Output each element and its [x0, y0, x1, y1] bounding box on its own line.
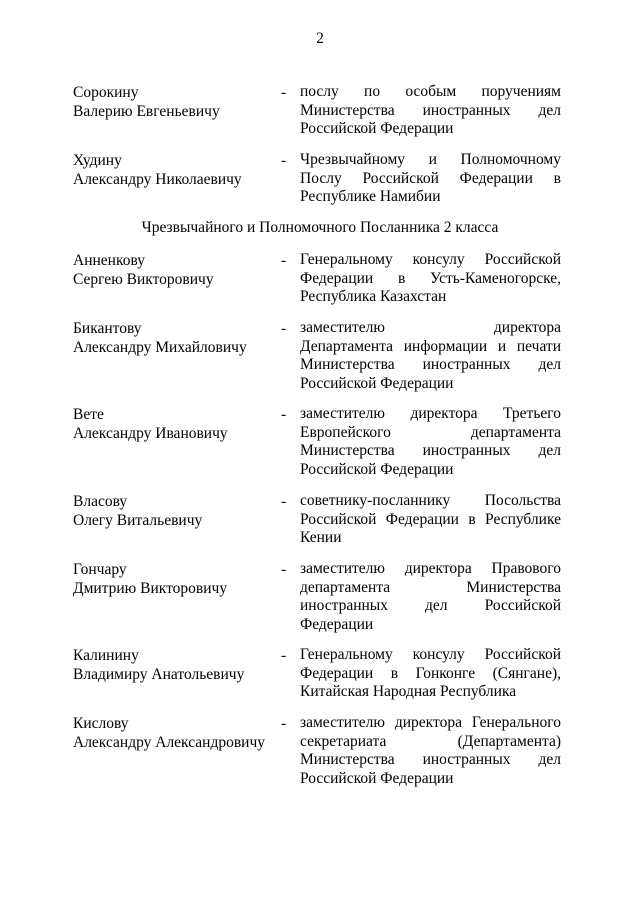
page-number: 2 — [316, 30, 324, 47]
person-name — [73, 560, 283, 598]
entry-dash: - — [281, 561, 287, 578]
person-surname: Вете — [73, 406, 104, 423]
position-line: Российской Федерации — [300, 120, 454, 137]
position-line: Российской Федерации — [300, 460, 454, 478]
position-line: Российской Федерации — [300, 769, 454, 787]
position-line: Европейского департамента — [300, 423, 561, 441]
person-given-name: Владимиру Анатольевичу — [73, 666, 245, 683]
person-position — [300, 83, 561, 139]
entry-dash: - — [281, 84, 287, 101]
person-name — [73, 83, 283, 121]
person-surname: Сорокину — [73, 84, 139, 101]
person-given-name: Александру Михайловичу — [73, 339, 247, 356]
position-line: советнику-посланнику Посольства — [300, 492, 561, 509]
position-line: Федерации в Усть-Каменогорске, — [300, 269, 561, 287]
person-given-name: Дмитрию Викторовичу — [73, 580, 228, 597]
person-given-name: Сергею Викторовичу — [73, 271, 214, 288]
person-surname: Калинину — [73, 647, 139, 664]
position-line: Федерации — [300, 615, 374, 633]
person-surname: Власову — [73, 493, 128, 510]
person-name — [73, 319, 283, 357]
person-surname: Кислову — [73, 715, 129, 732]
position-line: Генеральному консулу Российской — [300, 251, 561, 268]
person-position — [300, 646, 561, 702]
person-position — [300, 319, 561, 393]
position-line: Министерства иностранных дел — [300, 101, 561, 119]
person-surname: Анненкову — [73, 252, 145, 269]
person-given-name: Александру Николаевичу — [73, 171, 242, 188]
position-line: послу по особым поручениям — [300, 83, 561, 100]
position-line: Министерства иностранных дел — [300, 751, 561, 768]
entry-dash: - — [281, 406, 287, 423]
person-given-name: Александру Александровичу — [73, 734, 265, 751]
position-line: Генеральному консулу Российской — [300, 646, 561, 663]
person-name — [73, 405, 283, 443]
person-given-name: Александру Ивановичу — [73, 425, 228, 442]
position-line: Китайская Народная Республика — [300, 683, 517, 700]
person-position — [300, 251, 561, 307]
person-surname: Гончару — [73, 561, 127, 578]
person-given-name: Олегу Витальевичу — [73, 512, 203, 529]
position-line: заместителю директора Правового — [300, 560, 561, 577]
position-line: Российской Федерации в Республике — [300, 510, 561, 528]
person-name — [73, 646, 283, 684]
entry-dash: - — [281, 152, 287, 169]
position-line: секретариата (Департамента) — [300, 732, 561, 750]
entry-dash: - — [281, 493, 287, 510]
person-name — [73, 151, 283, 189]
section-heading: Чрезвычайного и Полномочного Посланника 2 класса — [141, 219, 499, 236]
person-position — [300, 714, 561, 788]
position-line: Департамента информации и печати — [300, 337, 561, 355]
position-line: департамента Министерства — [300, 578, 561, 596]
position-line: иностранных дел Российской — [300, 597, 561, 614]
position-line: Министерства иностранных дел — [300, 356, 561, 373]
person-given-name: Валерию Евгеньевичу — [73, 103, 220, 120]
position-line: Республике Намибии — [300, 188, 441, 205]
position-line: Российской Федерации — [300, 374, 454, 392]
person-surname: Бикантову — [73, 320, 142, 337]
person-name — [73, 714, 283, 752]
entry-dash: - — [281, 647, 287, 664]
person-position — [300, 560, 561, 634]
position-line: заместителю директора — [300, 319, 561, 336]
position-line: заместителю директора Генерального — [300, 714, 561, 731]
person-position — [300, 492, 561, 548]
entry-dash: - — [281, 252, 287, 269]
position-line: Республика Казахстан — [300, 288, 447, 305]
position-line: Министерства иностранных дел — [300, 442, 561, 459]
person-position — [300, 151, 561, 207]
entry-dash: - — [281, 715, 287, 732]
person-name — [73, 251, 283, 289]
position-line: Чрезвычайному и Полномочному — [300, 151, 561, 168]
position-line: Федерации в Гонконге (Сянгане), — [300, 664, 561, 682]
person-name — [73, 492, 283, 530]
person-surname: Худину — [73, 152, 122, 169]
position-line: Послу Российской Федерации в — [300, 169, 561, 187]
position-line: Кении — [300, 529, 342, 546]
entry-dash: - — [281, 320, 287, 337]
person-position — [300, 405, 561, 479]
position-line: заместителю директора Третьего — [300, 405, 561, 422]
